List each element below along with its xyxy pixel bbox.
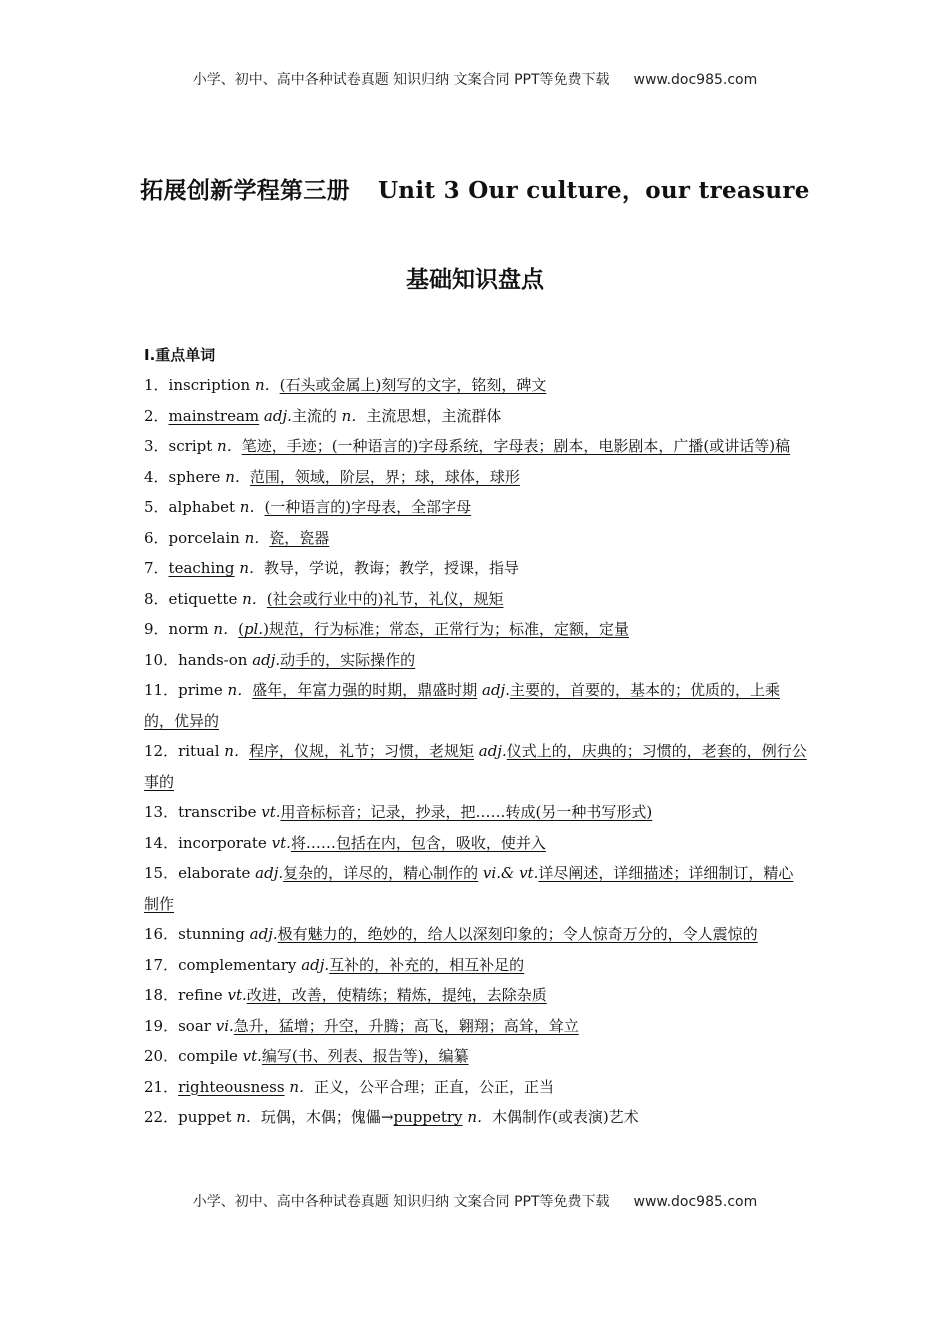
entry-word: complementary [178, 955, 297, 974]
entry-word: script [168, 437, 213, 455]
entry-number: 2． [144, 406, 169, 425]
entry-definition: 盛年，年富力强的时期，鼎盛时期 [252, 681, 478, 699]
header-url[interactable]: www.doc985.com [633, 72, 758, 88]
entry-pos: n． [289, 1077, 315, 1096]
document-title [0, 172, 950, 205]
title-cn: 拓展创新学程第三册 [140, 177, 350, 204]
entry-definition: 程序，仪规，礼节；习惯，老规矩 [248, 742, 474, 760]
entry-word: refine [178, 986, 223, 1004]
entry-word: norm [168, 620, 209, 638]
entry-word: alphabet [168, 498, 235, 516]
entry-word: mainstream [168, 406, 260, 425]
entry-number: 11． [144, 681, 179, 699]
entry-word: transcribe [178, 803, 257, 821]
vocab-entry [144, 462, 808, 493]
entry-definition-2: 主要的，首要的，基本的；优质的，上乘的，优异的 [144, 681, 780, 730]
vocab-entry [144, 950, 808, 981]
entry-word: incorporate [178, 833, 267, 852]
entry-word: puppet [178, 1108, 232, 1126]
entry-definition: (一种语言的)字母表，全部字母 [264, 498, 472, 516]
entry-definition: 极有魅力的，绝妙的，给人以深刻印象的；令人惊奇万分的，令人震惊的 [277, 925, 758, 943]
vocab-entry [144, 919, 808, 950]
entry-number: 18． [144, 986, 179, 1004]
entry-pos-2: adj. [482, 681, 510, 699]
entry-number: 5． [144, 498, 169, 516]
entry-number: 20． [144, 1047, 179, 1065]
entry-pos-2: adj. [478, 742, 507, 760]
entry-definition: 复杂的，详尽的，精心制作的 [283, 864, 479, 882]
entry-pos: n． [242, 589, 267, 608]
entry-word: ritual [178, 742, 220, 760]
entry-pos-2: n． [341, 406, 367, 425]
entry-definition: 互补的，补充的，相互补足的 [329, 955, 525, 974]
vocab-entry [144, 1041, 808, 1072]
entry-pos: adj. [252, 650, 281, 669]
entry-definition-2: 仪式上的，庆典的；习惯的，老套的，例行公事的 [144, 742, 807, 791]
vocab-entry [144, 675, 808, 736]
entry-definition: 改进，改善，使精练；精炼，提纯，去除杂质 [246, 986, 547, 1004]
entry-definition: 动手的，实际操作的 [280, 650, 416, 669]
entry-number: 15． [144, 864, 179, 882]
entry-number: 6． [144, 528, 169, 547]
entry-pos: n． [239, 498, 265, 516]
entry-pos: vi. [215, 1016, 234, 1035]
entry-word: righteousness [178, 1077, 285, 1096]
entry-definition: 玩偶，木偶；傀儡 [260, 1108, 381, 1126]
entry-word: etiquette [168, 589, 238, 608]
title-en: Unit 3 Our culture，our treasure [377, 177, 810, 204]
entry-number: 13． [144, 803, 179, 821]
entry-number: 12． [144, 742, 179, 760]
entry-pos: adj. [263, 406, 292, 425]
entry-word: porcelain [168, 528, 240, 547]
entry-definition-2: 详尽阐述，详细描述；详细制订，精心制作 [144, 864, 794, 913]
entry-definition: 教导，学说，教诲；教学，授课，指导 [263, 559, 519, 577]
entry-word: prime [178, 681, 223, 699]
entry-pos: vt. [242, 1047, 262, 1065]
entry-pos: adj. [255, 864, 284, 882]
section-title: Ⅰ.重点单词 [144, 346, 216, 364]
entry-number: 9． [144, 620, 169, 638]
vocab-entry [144, 1072, 808, 1103]
vocab-entry [144, 553, 808, 584]
entry-word: hands-on [178, 650, 248, 669]
entry-definition: 范围，领域，阶层，界；球，球体，球形 [249, 467, 520, 486]
footer-text: 小学、初中、高中各种试卷真题 知识归纳 文案合同 PPT等免费下载 [192, 1194, 610, 1210]
entry-plural-note: pl. [243, 620, 264, 638]
entry-number: 22． [144, 1108, 179, 1126]
entry-pos: vt. [261, 803, 281, 821]
vocabulary-list [144, 340, 808, 1133]
entry-definition: 笔迹，手迹；(一种语言的)字母系统，字母表；剧本，电影剧本，广播(或讲话等)稿 [241, 437, 791, 455]
entry-number: 16． [144, 925, 179, 943]
entry-number: 17． [144, 955, 179, 974]
page-header [0, 69, 950, 89]
entry-word: sphere [168, 467, 221, 486]
entry-definition: 将……包括在内，包含，吸收，使并入 [290, 833, 546, 852]
entry-number: 1． [144, 376, 169, 394]
entry-definition: (石头或金属上)刻写的文字，铭刻，碑文 [279, 376, 547, 394]
entry-word: teaching [168, 559, 235, 577]
entry-definition: 用音标标音；记录，抄录，把……转成(另一种书写形式) [280, 803, 653, 821]
page-footer [0, 1191, 950, 1211]
entry-word: compile [178, 1047, 238, 1065]
vocab-entry [144, 1011, 808, 1042]
entry-number: 8． [144, 589, 169, 608]
arrow-icon: → [380, 1108, 394, 1126]
vocab-entry [144, 797, 808, 828]
entry-pos: vt. [227, 986, 247, 1004]
entry-pos-2: n． [467, 1108, 492, 1126]
vocab-entry [144, 614, 808, 645]
vocab-entry [144, 980, 808, 1011]
vocab-entry [144, 645, 808, 676]
entry-pos: n． [225, 467, 250, 486]
entry-definition: 编写(书、列表、报告等)，编纂 [261, 1047, 469, 1065]
vocab-entry [144, 858, 808, 919]
entry-derived-word: puppetry [393, 1108, 463, 1126]
entry-definition: 瓷，瓷器 [269, 528, 330, 547]
entry-number: 19． [144, 1016, 179, 1035]
entry-pos: n． [213, 620, 239, 638]
entry-pos: n． [244, 528, 270, 547]
entry-pos: n． [224, 742, 249, 760]
entry-definition: 急升，猛增；升空，升腾；高飞，翱翔；高耸，耸立 [233, 1016, 579, 1035]
entry-pos: vt. [271, 833, 291, 852]
footer-url[interactable]: www.doc985.com [633, 1194, 758, 1210]
entry-definition: (pl.)规范，行为标准；常态，正常行为；标准，定额，定量 [238, 620, 629, 638]
vocab-entry [144, 1102, 808, 1133]
entry-word: elaborate [178, 864, 251, 882]
entry-pos: n． [217, 437, 242, 455]
entry-definition: 正义，公平合理；正直，公正，正当 [314, 1077, 555, 1096]
vocab-entry [144, 431, 808, 462]
vocab-entry [144, 401, 808, 432]
entry-definition-2: 木偶制作(或表演)艺术 [492, 1108, 639, 1126]
document-subtitle: 基础知识盘点 [406, 266, 544, 293]
entry-word: inscription [168, 376, 251, 394]
vocab-entry [144, 584, 808, 615]
entry-pos: n． [227, 681, 253, 699]
entry-pos: n． [239, 559, 264, 577]
entry-pos: adj. [301, 955, 330, 974]
entry-number: 10． [144, 650, 179, 669]
entry-number: 7． [144, 559, 169, 577]
entry-definition-2: 主流思想，主流群体 [366, 406, 502, 425]
entry-number: 14． [144, 833, 179, 852]
entry-number: 3． [144, 437, 169, 455]
entry-definition-text: 规范，行为标准；常态，正常行为；标准，定额，定量 [268, 620, 629, 638]
entry-pos: n． [254, 376, 280, 394]
header-text: 小学、初中、高中各种试卷真题 知识归纳 文案合同 PPT等免费下载 [192, 72, 610, 88]
vocab-entry [144, 736, 808, 797]
entry-number: 21． [144, 1077, 179, 1096]
entry-pos: n． [236, 1108, 261, 1126]
entry-word: soar [178, 1016, 211, 1035]
vocab-entry [144, 828, 808, 859]
vocab-entry [144, 492, 808, 523]
vocab-entry [144, 370, 808, 401]
entry-pos-2: vi.& vt. [482, 864, 539, 882]
entry-definition: 主流的 [291, 406, 337, 425]
entry-number: 4． [144, 467, 169, 486]
entry-pos: adj. [249, 925, 278, 943]
vocab-entry [144, 523, 808, 554]
entry-definition: (社会或行业中的)礼节，礼仪，规矩 [266, 589, 504, 608]
entry-word: stunning [178, 925, 245, 943]
